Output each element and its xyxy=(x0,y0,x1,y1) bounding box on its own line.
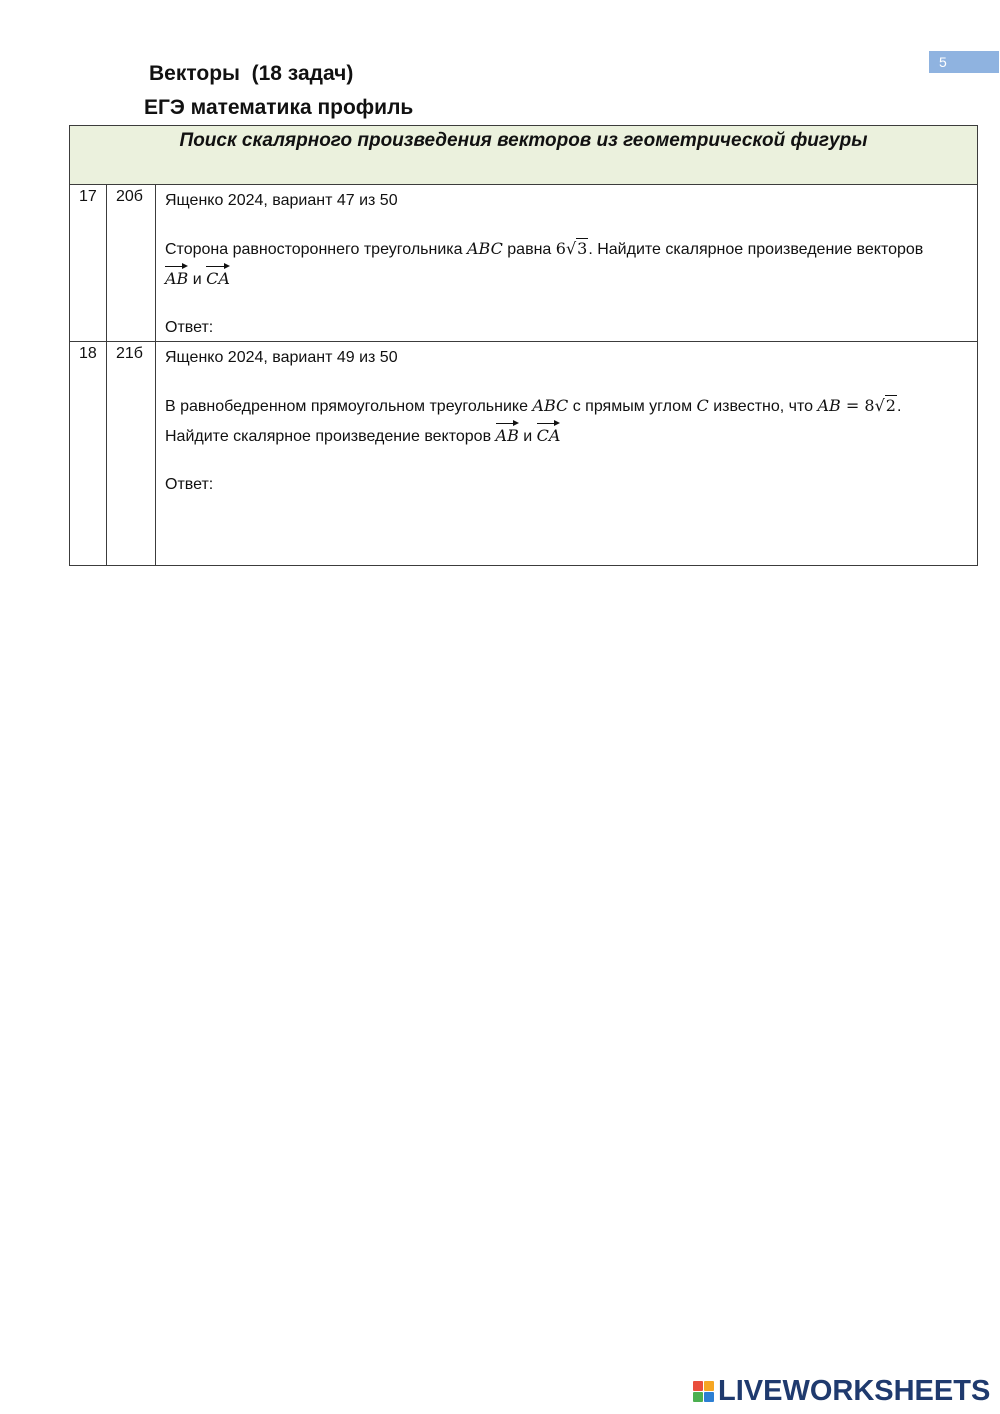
conjunction: и xyxy=(188,271,207,288)
logo-text: LIVEWORKSHEETS xyxy=(718,1374,991,1407)
equals-sign: = xyxy=(840,396,865,415)
side-length: 8√2 xyxy=(864,396,896,415)
triangle-name: ABC xyxy=(466,239,503,258)
answer-label: Ответ: xyxy=(165,476,214,493)
side-coefficient: 6 xyxy=(555,239,566,258)
task-statement xyxy=(165,236,969,293)
section-title: Поиск скалярного произведения векторов из геометрической фигуры xyxy=(70,126,978,185)
task-number: 18 xyxy=(70,342,107,566)
logo-square-orange xyxy=(704,1381,714,1391)
triangle-name: ABC xyxy=(532,396,569,415)
statement-text: Сторона равностороннего треугольника xyxy=(165,241,467,258)
angle-vertex: C xyxy=(696,396,709,415)
statement-text: равна xyxy=(502,241,556,258)
side-radicand: 2 xyxy=(885,396,896,415)
task-content xyxy=(156,185,978,342)
answer-label: Ответ: xyxy=(165,319,214,336)
page-number: 5 xyxy=(929,51,999,73)
task-points: 21б xyxy=(107,342,156,566)
task-source: Ященко 2024, вариант 49 из 50 xyxy=(165,349,398,366)
conjunction: и xyxy=(518,428,537,445)
task-points: 20б xyxy=(107,185,156,342)
task-statement xyxy=(165,393,969,450)
statement-text: Найдите скалярное произведение векторов xyxy=(165,428,496,445)
tasks-table xyxy=(69,125,978,566)
task-source: Ященко 2024, вариант 47 из 50 xyxy=(165,192,398,209)
logo-square-red xyxy=(693,1381,703,1391)
worksheet-title: Векторы (18 задач) xyxy=(149,62,354,85)
vector-ca: CA xyxy=(206,263,230,289)
statement-text: . Найдите скалярное произведение векторов xyxy=(588,241,924,258)
side-radicand: 3 xyxy=(577,239,588,258)
vector-ab: AB xyxy=(165,263,188,289)
task-number: 17 xyxy=(70,185,107,342)
liveworksheets-logo xyxy=(693,1374,990,1408)
worksheet-subtitle: ЕГЭ математика профиль xyxy=(144,96,414,119)
statement-text: известно, что xyxy=(708,398,818,415)
statement-period: . xyxy=(896,398,902,415)
side-length: 6√3 xyxy=(555,239,588,258)
liveworksheets-logo-icon xyxy=(693,1381,714,1402)
logo-square-blue xyxy=(704,1392,714,1402)
vector-ca: CA xyxy=(537,420,561,446)
statement-text: В равнобедренном прямоугольном треугольнике xyxy=(165,398,533,415)
logo-square-green xyxy=(693,1392,703,1402)
statement-text: с прямым углом xyxy=(568,398,697,415)
side-coefficient: 8 xyxy=(864,396,875,415)
task-content xyxy=(156,342,978,566)
table-row xyxy=(70,342,978,566)
section-header-row xyxy=(70,126,978,185)
side-name: AB xyxy=(817,396,841,415)
table-row xyxy=(70,185,978,342)
vector-ab: AB xyxy=(496,420,519,446)
